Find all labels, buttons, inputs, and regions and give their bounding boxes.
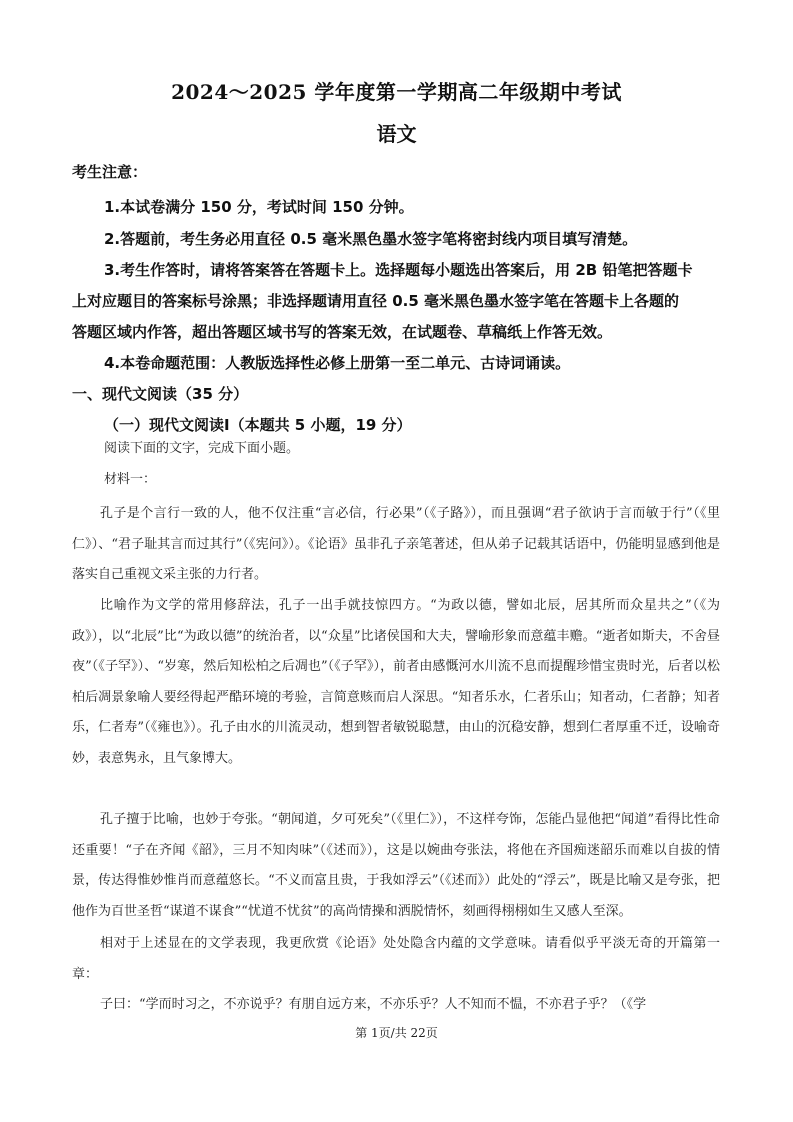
- paragraph-1-text: 孔子是个言行一致的人，他不仅注重“言必信，行必果”（《子路》），而且强调“君子欲讷于言而敏于行”（《里仁》）、“君子耻其言而过其行”（《宪问》）。《论语》虽非孔子亲笔著述，但从弟子记载其话语中，仍能明显感到他是落实自己重视文采主张的力行者。: [72, 506, 720, 582]
- paragraph-1: [72, 499, 720, 591]
- note-item-4: 4.本卷命题范围：人教版选择性必修上册第一至二单元、古诗词诵读。: [104, 354, 571, 372]
- subject-title: 语文: [376, 122, 417, 146]
- note-item-1: 1.本试卷满分 150 分，考试时间 150 分钟。: [104, 198, 414, 216]
- notes-heading: 考生注意：: [72, 163, 148, 181]
- note-item-3-line-3: 答题区域内作答，超出答题区域书写的答案无效，在试题卷、草稿纸上作答无效。: [72, 323, 613, 341]
- paragraph-5-text: 子曰：“学而时习之，不亦说乎？有朋自远方来，不亦乐乎？人不知而不愠，不亦君子乎？（《学: [100, 997, 647, 1012]
- page-number: 第 1页/共 22页: [355, 1026, 438, 1040]
- paragraph-2: [72, 591, 720, 774]
- material-label: 材料一：: [104, 472, 157, 487]
- reading-instruction: 阅读下面的文字，完成下面小题。: [104, 441, 300, 456]
- paragraph-3-text: 孔子擅于比喻，也妙于夸张。“朝闻道，夕可死矣”（《里仁》），不这样夸饰，怎能凸显他把“闻道”看得比性命还重要！“子在齐闻《韶》，三月不知肉味”（《述而》），这是以婉曲夸张法，将他在齐国痴迷韶乐而难以自拔的情景，传达得惟妙惟肖而意蕴悠长。“不义而富且贵，于我如浮云”（《述而》）此处的“浮云”，既是比喻又是夸张，把他作为百世圣哲“谋道不谋食”“忧道不忧贫”的高尚情操和洒脱情怀，刻画得栩栩如生又感人至深。: [72, 812, 720, 919]
- note-item-3-line-2: 上对应题目的答案标号涂黑；非选择题请用直径 0.5 毫米黑色墨水签字笔在答题卡上各题的: [72, 292, 680, 310]
- section-heading: 一、现代文阅读（35 分）: [72, 385, 249, 403]
- paragraph-3: [72, 805, 720, 927]
- note-item-3-line-1: 3.考生作答时，请将答案答在答题卡上。选择题每小题选出答案后，用 2B 铅笔把答题卡: [104, 261, 693, 279]
- paragraph-5: [72, 990, 720, 1021]
- note-item-2: 2.答题前，考生务必用直径 0.5 毫米黑色墨水签字笔将密封线内项目填写清楚。: [104, 230, 638, 248]
- paragraph-2-text: 比喻作为文学的常用修辞法，孔子一出手就技惊四方。“为政以德，譬如北辰，居其所而众星共之”（《为政》），以“北辰”比“为政以德”的统治者，以“众星”比诸侯国和大夫，譬喻形象而意蕴丰赡。“逝者如斯夫，不舍昼夜”（《子罕》）、“岁寒，然后知松柏之后凋也”（《子罕》），前者由感慨河水川流不息而提醒珍惜宝贵时光，后者以松柏后凋景象喻人要经得起严酷环境的考验，言简意赅而启人深思。“知者乐水，仁者乐山；知者动，仁者静；知者乐，仁者寿”（《雍也》）。孔子由水的川流灵动，想到智者敏锐聪慧，由山的沉稳安静，想到仁者厚重不迁，设喻奇妙，表意隽永，且气象博大。: [72, 598, 720, 766]
- paragraph-4-text: 相对于上述显在的文学表现，我更欣赏《论语》处处隐含内蕴的文学意味。请看似乎平淡无奇的开篇第一章：: [72, 936, 720, 982]
- exam-title: 2024～2025 学年度第一学期高二年级期中考试: [171, 80, 622, 104]
- subsection-heading: （一）现代文阅读Ⅰ（本题共 5 小题，19 分）: [104, 416, 412, 434]
- paragraph-4: [72, 929, 720, 990]
